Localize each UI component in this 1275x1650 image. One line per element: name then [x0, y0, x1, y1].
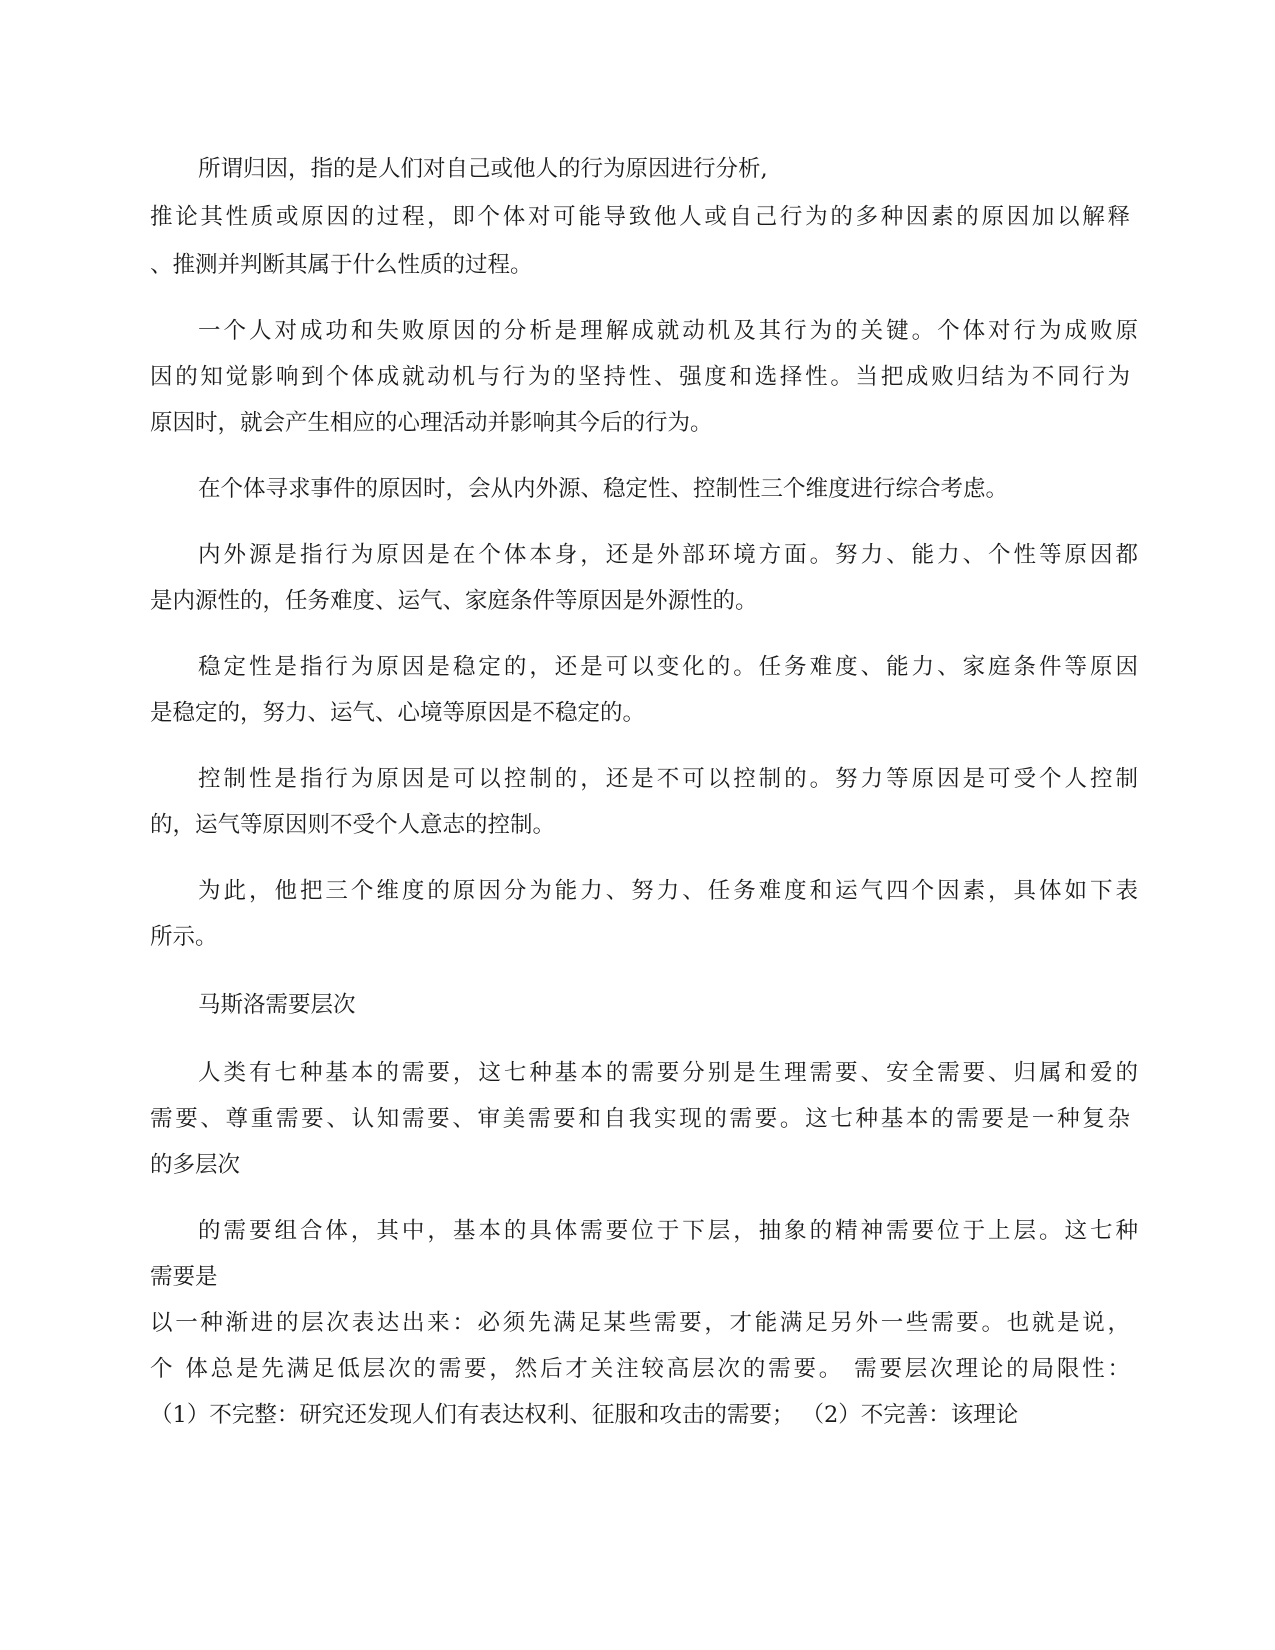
paragraph-line: 原因时，就会产生相应的心理活动并影响其今后的行为。 [150, 410, 713, 436]
paragraph-line: 是内源性的，任务难度、运气、家庭条件等原因是外源性的。 [150, 588, 758, 614]
paragraph-line: 所谓归因，指的是人们对自己或他人的行为原因进行分析, [198, 156, 768, 182]
paragraph-line: 需要是 [150, 1264, 218, 1290]
paragraph-line: 人类有七种基本的需要，这七种基本的需要分别是生理需要、安全需要、归属和爱的 [198, 1060, 1138, 1086]
paragraph-line: 稳定性是指行为原因是稳定的，还是可以变化的。任务难度、能力、家庭条件等原因 [198, 654, 1138, 680]
paragraph-line: 是稳定的，努力、运气、心境等原因是不稳定的。 [150, 700, 646, 726]
paragraph-line: 的，运气等原因则不受个人意志的控制。 [150, 812, 556, 838]
paragraph-line: 个 体总是先满足低层次的需要，然后才关注较高层次的需要。 需要层次理论的局限性： [150, 1356, 1130, 1382]
paragraph-line: 推论其性质或原因的过程，即个体对可能导致他人或自己行为的多种因素的原因加以解释 [150, 204, 1130, 230]
paragraph-line: 的多层次 [150, 1152, 241, 1178]
paragraph-line: 为此，他把三个维度的原因分为能力、努力、任务难度和运气四个因素，具体如下表 [198, 878, 1138, 904]
paragraph-line: 以一种渐进的层次表达出来：必须先满足某些需要，才能满足另外一些需要。也就是说， [150, 1310, 1130, 1336]
paragraph-line: 因的知觉影响到个体成就动机与行为的坚持性、强度和选择性。当把成败归结为不同行为 [150, 364, 1130, 390]
section-heading: 马斯洛需要层次 [198, 992, 356, 1018]
paragraph-line: 在个体寻求事件的原因时，会从内外源、稳定性、控制性三个维度进行综合考虑。 [198, 476, 1009, 502]
paragraph-line: （1）不完整：研究还发现人们有表达权利、征服和攻击的需要； （2）不完善：该理论 [150, 1402, 1019, 1428]
paragraph-line: 的需要组合体，其中，基本的具体需要位于下层，抽象的精神需要位于上层。这七种 [198, 1218, 1138, 1244]
paragraph-line: 内外源是指行为原因是在个体本身，还是外部环境方面。努力、能力、个性等原因都 [198, 542, 1138, 568]
paragraph-line: 一个人对成功和失败原因的分析是理解成就动机及其行为的关键。个体对行为成败原 [198, 318, 1138, 344]
paragraph-line: 所示。 [150, 924, 218, 950]
paragraph-line: 控制性是指行为原因是可以控制的，还是不可以控制的。努力等原因是可受个人控制 [198, 766, 1138, 792]
paragraph-line: 、推测并判断其属于什么性质的过程。 [150, 252, 533, 278]
paragraph-line: 需要、尊重需要、认知需要、审美需要和自我实现的需要。这七种基本的需要是一种复杂 [150, 1106, 1130, 1132]
